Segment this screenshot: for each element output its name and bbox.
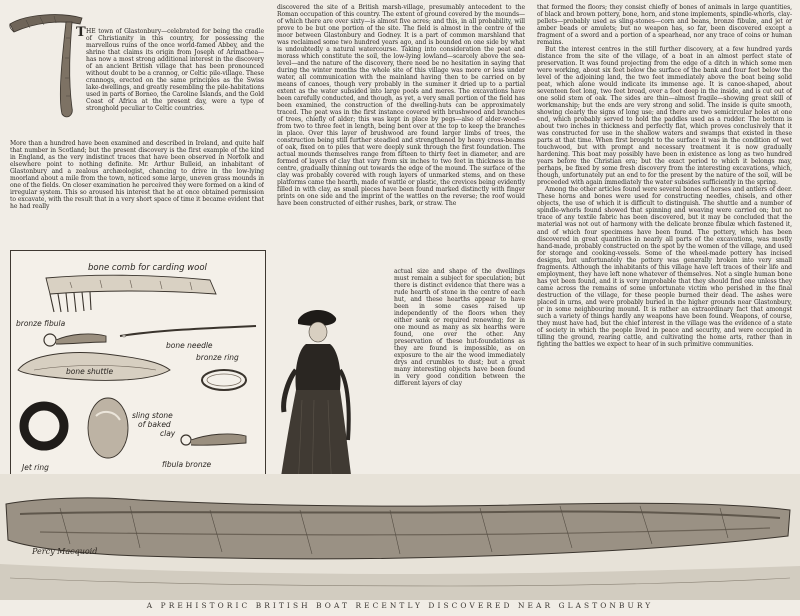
ancient-axe-illustration (6, 8, 86, 128)
artist-signature: Percy Macquoid (32, 547, 98, 556)
column-1-intro (86, 28, 264, 140)
woman-figure-illustration (258, 300, 378, 500)
drop-cap: T (76, 25, 86, 40)
column-2-text: discovered the site of a British marsh-village, presumably antecedent to the Roman occupation of this country. The extent of ground covered by the mounds—of which there are over sixty—is almost five acres; and this, in all probability, will prove to be but one portion of the site. The field is almost in the centre of the moor between Glastonbury and Godney. It is a part of common marshland that was reclaimed some two hundred years ago, and is bounded on one side by what is undoubtedly a natural watercourse. Taking into consideration the peat and morass which constitute the soil, the low-lying lowland—scarcely above the sea-level—and the nature of the discovery, there need be no hesitation in saying that during the winter months the whole site of this village was more or less under water, all communication with the mainland having then to be carried on by means of canoes, though very probably in the summer it dried up to a partial extent as the water subsided into large pools and meres. The excavations have been carefully conducted, and though, as yet, a very small portion of the field has been examined, the construction of the dwelling-huts can be approximately traced. The peat was in the first instance covered with brushwood and branches of trees, chiefly of alder; this was kept in place by pegs—also of alder-wood—from two to three feet in length, being bent over at the top to keep the branches in place. Over this layer of brushwood are found larger limbs of trees, the construction being still further steadied and strengthened by heavy cross-beams of oak, fixed on to piles that were deeply sunk through the first foundation. The actual mounds themselves range from fifteen to thirty feet in diameter, and are formed of layers of clay that vary from six inches to two feet in thickness in the centre, gradually thinning out towards the edge of the mound. The surface of the clay was probably covered with rough layers of unmarked stems, and on these platforms came the hearth, made of wattle or plastic, the crevices being evidently filled in with clay, as small pieces have been found marked distinctly with finger prints on one side and the imprint of the wattles on the reverse; the roof would have been constructed of either rushes, bark, or straw. The (277, 4, 525, 208)
label-sling-stone: sling stone (132, 411, 173, 420)
prehistoric-boat-illustration (0, 474, 800, 600)
page-caption: A PREHISTORIC BRITISH BOAT RECENTLY DISCOVERED NEAR GLASTONBURY (146, 601, 654, 610)
column-3-paragraph: Among the other articles found were several bones of horses and antlers of deer. These horns and bones were used for constructing needles, chisels, and other objects, the use of which it is difficult to distinguish. The shuttle and a number of spindle-whorls found showed that spinning and weaving were carried on; but no trace of any textile fabric has been discovered, but it may be concluded that the material was not out of harmony with the delicate bronze fibulæ which fastened it, and of which four specimens have been found. The pottery, which has been discovered in great quantities in nearly all parts of the excavations, was mostly hand-made, probably constructed on the spot by the women of the village, and used for storage and cooking-vessels. Some of the wheel-made pottery has incised designs, but unfortunately the pottery was generally broken into very small fragments. Although the inhabitants of this village have left traces of their life and employment, they have left none whatever of themselves. Not a single human bone has yet been found, and it is very improbable that they should find one unless they came across the remains of some unfortunate victim who perished in the final destruction of the village, for these people burned their dead. The ashes were placed in urns, and were probably buried in the higher grounds near Glastonbury, or in some neighbouring mound. It is rather an extraordinary fact that amongst such a variety of things hardly any weapons have been found. Weapons, of course, they must have had, but the chief interest in the village was the evidence of a state of society in which the people lived in peace and security, and were occupied in tilling the ground, rearing cattle, and cultivating the home arts, rather than in fighting the battles we expect to hear of in such primitive communities. (537, 186, 792, 348)
label-bronze-fibula: bronze fibula (16, 319, 66, 328)
artifacts-plate (10, 250, 266, 478)
column-1-continued-text: More than a hundred have been examined and described in Ireland, and quite half that number in Scotland; but the present discovery is the first example of the kind in England, as the very indistinct traces that have been observed in Norfolk and elsewhere point to nothing definite. Mr. Arthur Bulleid, an inhabitant of Glastonbury and a zealous archæologist, chancing to drive in the low-lying moorland about a mile from the town, noticed some large, uneven grass mounds in one of the fields. On closer examination he perceived they were formed on a kind of irregular system. This so aroused his interest that he at once obtained permission to excavate, with the result that in a very short space of time it became evident that he had really (10, 140, 264, 211)
label-sling-stone-clay: clay (160, 429, 176, 438)
column-2 (277, 4, 525, 266)
label-bone-comb: bone comb for carding wool (88, 263, 207, 273)
label-sling-stone-baked: of baked (138, 420, 171, 429)
label-jet-ring: Jet ring (22, 463, 49, 472)
label-bone-needle: bone needle (166, 341, 213, 350)
column-3 (537, 4, 792, 478)
label-fibula-bronze: fibula bronze (162, 460, 212, 469)
column-3-paragraph: that formed the floors; they consist chiefly of bones of animals in large quantities, of black and brown pottery, bone, horn, and stone implements, spindle-whorls, clay-pellets—probably used as sling-stones—corn and beans, bronze fibulæ, and jet or amber beads or amulets; but no weapon has, so far, been discovered except a fragment of a sword and a portion of a spearhead, nor any trace of coins or human remains. (537, 4, 792, 47)
sling-stone (88, 398, 128, 458)
column-3-paragraph: But the interest centres in the still further discovery, at a few hundred yards distance from the site of the village, of a boat in an almost perfect state of preservation. It was found projecting from the edge of a ditch in which some men were working, about six feet below the surface of the bank and four feet below the level of the adjoining land, the two feet immediately above the boat being solid peat, which alone would indicate its immense age. It is canoe-shaped, about seventeen feet long, two feet broad, over a foot deep in the inside, and is cut out of one solid stem of oak. The sides are thin—almost fragile—showing great skill of workmanship; but the ends are very strong and solid. The inside is quite smooth, showing clearly the signs of long use; and there are two semicircular holes at one end, which probably served to hold the paddles used as a rudder. The bottom is about two inches in thickness and perfectly flat, which proves conclusively that it was constructed for use in the shallow waters and swamps that existed in these parts at that time. When first brought to the surface it was in the condition of wet touchwood, but with prompt and necessary treatment it is now gradually hardening. This boat may possibly have been in existence as long as two hundred years before the Christian era; but the exact period to which it belongs may, perhaps, be fixed by some fresh discovery from the interesting excavations, which, though, unfortunately put an end to for the present by the nature of the soil, will be proceeded with again immediately the water subsides sufficiently in the spring. (537, 46, 792, 187)
column-2-side (394, 268, 525, 478)
column-1-intro-text: HE town of Glastonbury—celebrated for being the cradle of Christianity in this country, for possessing the marvellous ruins of the once world-famed Abbey, and the shrine that claims its origin from Joseph of Arimathea—has now a most strong additional interest in the discovery of an ancient British village that has been pronounced without doubt to be a crannog, or Celtic pile-village. These crannogs, erected on the same principles as the Swiss lake-dwellings, and greatly resembling the pile-habitations used in parts of Borneo, the Caroline Islands, and the Gold Coast of Africa at the present day, were a type of stronghold peculiar to Celtic countries. (86, 28, 264, 113)
column-1-continued (10, 140, 264, 240)
column-2-side-text: actual size and shape of the dwellings must remain a subject for speculation; but there is distinct evidence that there was a rude hearth of stone in the centre of each hut, and these hearths appear to have been in some cases raised up independently of the floors when they either sank or required renewing; for in one mound as many as six hearths were found, one over the other. Any preservation of these hut-foundations as they are found is impossible, as on exposure to the air the wood immediately drys and crumbles to dust; but a great many interesting objects have been found in very good condition between the different layers of clay (394, 268, 525, 388)
label-bone-shuttle: bone shuttle (66, 367, 114, 376)
label-bronze-ring: bronze ring (196, 353, 239, 362)
